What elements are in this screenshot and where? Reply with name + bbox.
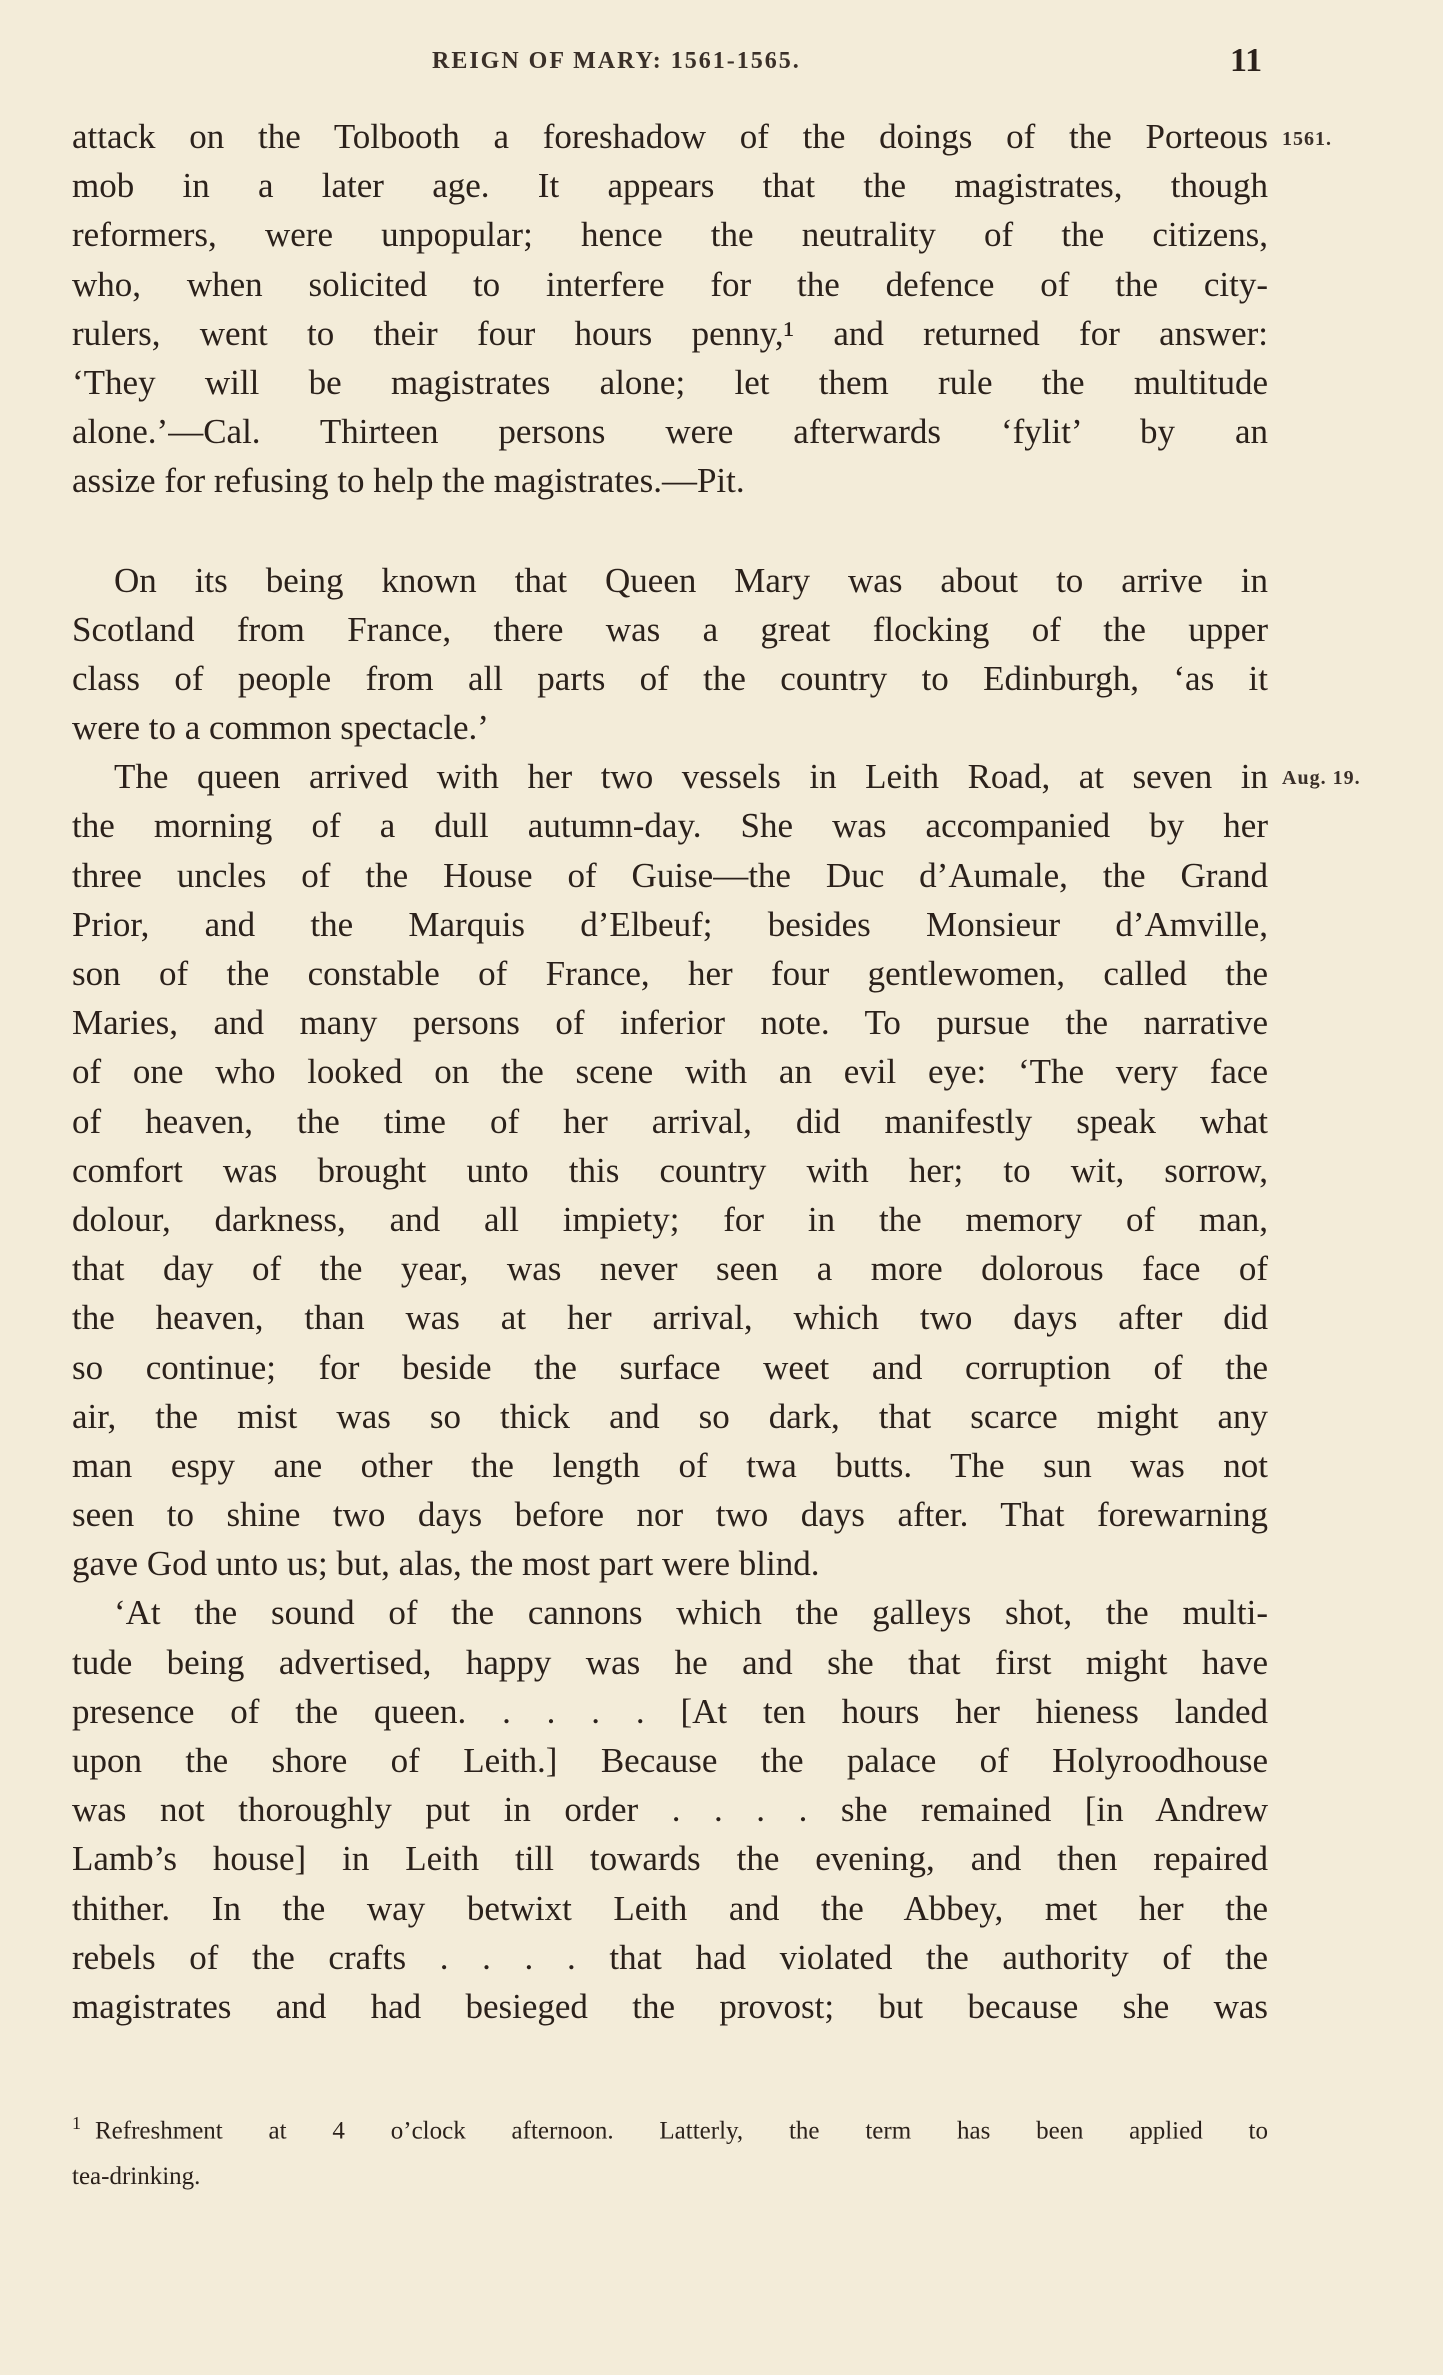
text-line: rulers, went to their four hours penny,¹ and returned for answer: bbox=[72, 313, 1268, 353]
text-line: presence of the queen. . . . . [At ten hours her hieness landed bbox=[72, 1691, 1268, 1731]
text-line: mob in a later age. It appears that the magistrates, though bbox=[72, 166, 1268, 206]
text-line: reformers, were unpopular; hence the neutrality of the citizens, bbox=[72, 215, 1268, 255]
paragraph-4 bbox=[72, 1588, 1268, 2031]
text-line: class of people from all parts of the country to Edinburgh, ‘as it bbox=[72, 658, 1268, 698]
footnote bbox=[72, 2100, 1268, 2200]
text-line: Lamb’s house] in Leith till towards the evening, and then repaired bbox=[72, 1839, 1268, 1879]
text-line: so continue; for beside the surface weet and corruption of the bbox=[72, 1347, 1268, 1387]
text-line: tude being advertised, happy was he and she that first might have bbox=[72, 1642, 1268, 1682]
text-line: gave God unto us; but, alas, the most part were blind. bbox=[72, 1544, 820, 1584]
text-line: seen to shine two days before nor two days after. That forewarning bbox=[72, 1495, 1268, 1535]
text-line: the heaven, than was at her arrival, which two days after did bbox=[72, 1298, 1268, 1338]
text-line: who, when solicited to interfere for the defence of the city- bbox=[72, 264, 1268, 304]
text-line: was not thoroughly put in order . . . . she remained [in Andrew bbox=[72, 1790, 1268, 1830]
text-line: air, the mist was so thick and so dark, that scarce might any bbox=[72, 1396, 1268, 1436]
text-line: comfort was brought unto this country with her; to wit, sorrow, bbox=[72, 1150, 1268, 1190]
text-line: son of the constable of France, her four gentlewomen, called the bbox=[72, 954, 1268, 993]
text-line: that day of the year, was never seen a more dolorous face of bbox=[72, 1249, 1268, 1289]
text-line: Maries, and many persons of inferior note. To pursue the narrative bbox=[72, 1003, 1268, 1043]
footnote-line: tea-drinking. bbox=[72, 2163, 201, 2191]
text-line: man espy ane other the length of twa butts. The sun was not bbox=[72, 1445, 1268, 1485]
text-line: Scotland from France, there was a great flocking of the upper bbox=[72, 609, 1268, 649]
footnote-marker: 1 bbox=[72, 2113, 81, 2133]
text-line: attack on the Tolbooth a foreshadow of the doings of the Porteous bbox=[72, 117, 1268, 156]
text-line: of one who looked on the scene with an evil eye: ‘The very face bbox=[72, 1052, 1268, 1092]
text-line: thither. In the way betwixt Leith and the Abbey, met her the bbox=[72, 1888, 1268, 1928]
paragraph-1 bbox=[72, 112, 1268, 506]
text-line: alone.’—Cal. Thirteen persons were afterwards ‘fylit’ by an bbox=[72, 412, 1268, 452]
text-line: upon the shore of Leith.] Because the palace of Holyroodhouse bbox=[72, 1741, 1268, 1780]
text-line: assize for refusing to help the magistrates.—Pit. bbox=[72, 461, 745, 501]
text-line: dolour, darkness, and all impiety; for in the memory of man, bbox=[72, 1199, 1268, 1239]
margin-note-date: Aug. 19. bbox=[1282, 767, 1361, 789]
footnote-line bbox=[72, 2100, 1268, 2154]
margin-note-year: 1561. bbox=[1282, 128, 1332, 150]
text-line: magistrates and had besieged the provost; but because she was bbox=[72, 1986, 1268, 2026]
text-line: the morning of a dull autumn-day. She was accompanied by her bbox=[72, 806, 1268, 846]
text-line: rebels of the crafts . . . . that had violated the authority of the bbox=[72, 1937, 1268, 1977]
text-line: Prior, and the Marquis d’Elbeuf; besides Monsieur d’Amville, bbox=[72, 904, 1268, 944]
paragraph-2 bbox=[72, 556, 1268, 753]
page-header bbox=[0, 42, 1443, 88]
page-number: 11 bbox=[1230, 42, 1263, 79]
text-line: ‘They will be magistrates alone; let them rule the multitude bbox=[72, 362, 1268, 402]
text-line: three uncles of the House of Guise—the Duc d’Aumale, the Grand bbox=[72, 855, 1268, 895]
text-line: The queen arrived with her two vessels in Leith Road, at seven in bbox=[114, 757, 1268, 797]
text-line: ‘At the sound of the cannons which the galleys shot, the multi- bbox=[114, 1593, 1268, 1633]
paragraph-3 bbox=[72, 752, 1268, 1588]
body-text bbox=[72, 112, 1268, 2031]
running-head: REIGN OF MARY: 1561-1565. bbox=[432, 48, 801, 74]
text-line: On its being known that Queen Mary was about to arrive in bbox=[114, 560, 1268, 600]
text-line: were to a common spectacle.’ bbox=[72, 708, 489, 748]
footnote-text: Refreshment at 4 o’clock afternoon. Latterly, the term has been applied to bbox=[95, 2117, 1268, 2145]
text-line: of heaven, the time of her arrival, did manifestly speak what bbox=[72, 1101, 1268, 1141]
